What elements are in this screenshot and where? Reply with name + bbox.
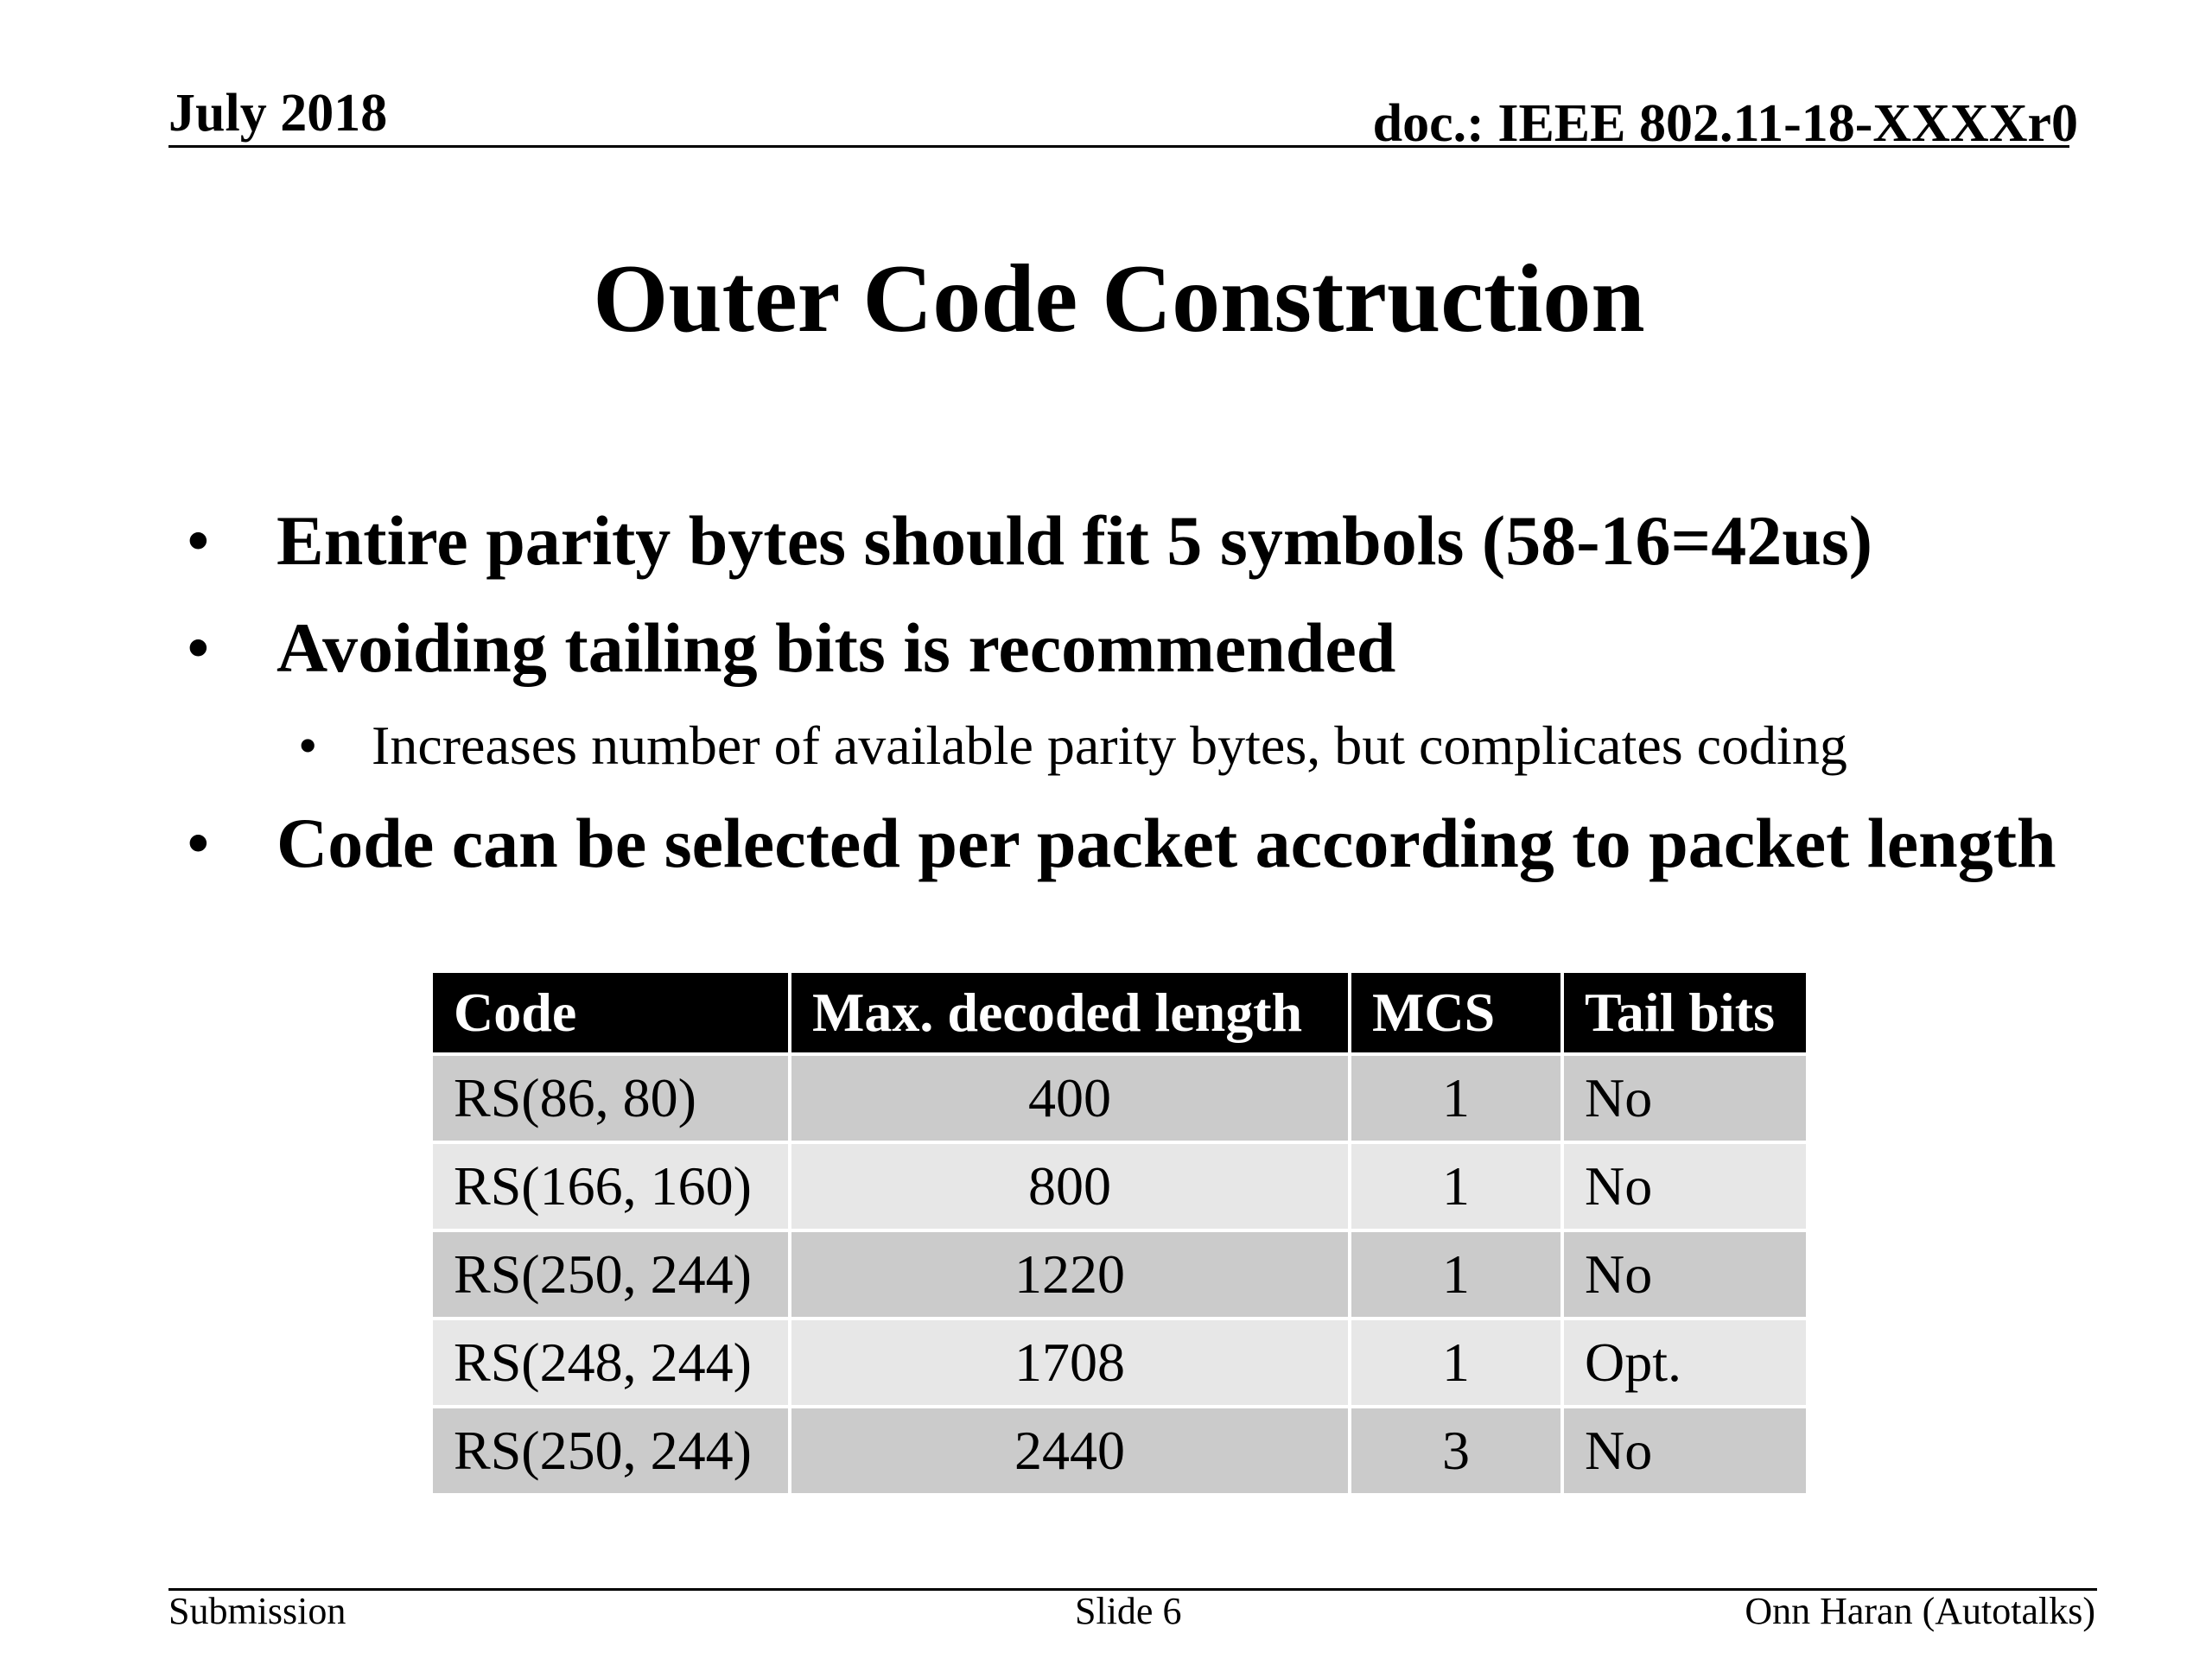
column-header-mcs: MCS: [1351, 973, 1560, 1052]
bullet-list: [186, 501, 2173, 882]
cell-code: RS(86, 80): [433, 1056, 788, 1141]
column-header-tail-bits: Tail bits: [1564, 973, 1806, 1052]
table-row: [433, 1320, 1806, 1405]
cell-tail-bits: Opt.: [1564, 1320, 1806, 1405]
cell-tail-bits: No: [1564, 1144, 1806, 1229]
table-row: [433, 1144, 1806, 1229]
code-table: [429, 969, 1809, 1497]
cell-code: RS(250, 244): [433, 1408, 788, 1493]
footer-slide-number: Slide 6: [1075, 1590, 1182, 1632]
column-header-max-decoded-length: Max. decoded length: [791, 973, 1348, 1052]
cell-code: RS(248, 244): [433, 1320, 788, 1405]
cell-tail-bits: No: [1564, 1056, 1806, 1141]
cell-max-decoded-length: 800: [791, 1144, 1348, 1229]
sub-bullet-glyph: •: [298, 715, 318, 776]
cell-mcs: 1: [1351, 1320, 1560, 1405]
table-row: [433, 1232, 1806, 1317]
cell-mcs: 1: [1351, 1232, 1560, 1317]
slide-title: Outer Code Construction: [593, 245, 1645, 353]
table-row: [433, 1056, 1806, 1141]
cell-max-decoded-length: 1220: [791, 1232, 1348, 1317]
cell-code: RS(166, 160): [433, 1144, 788, 1229]
cell-tail-bits: No: [1564, 1232, 1806, 1317]
sub-bullet-item: [186, 715, 2173, 776]
bullet-text: Entire parity bytes should fit 5 symbols (58-16=42us): [276, 501, 1873, 580]
bullet-text: Code can be selected per packet according to packet length: [276, 804, 2056, 882]
cell-max-decoded-length: 1708: [791, 1320, 1348, 1405]
bullet-item: [186, 804, 2173, 882]
bullet-glyph: •: [186, 501, 211, 580]
cell-max-decoded-length: 2440: [791, 1408, 1348, 1493]
cell-mcs: 3: [1351, 1408, 1560, 1493]
bullet-glyph: •: [186, 804, 211, 882]
header-date: July 2018: [168, 84, 388, 143]
cell-mcs: 1: [1351, 1056, 1560, 1141]
footer-author: Onn Haran (Autotalks): [1745, 1590, 2095, 1632]
table-row: [433, 1408, 1806, 1493]
bullet-item: [186, 501, 2173, 580]
cell-max-decoded-length: 400: [791, 1056, 1348, 1141]
cell-code: RS(250, 244): [433, 1232, 788, 1317]
bullet-glyph: •: [186, 608, 211, 687]
column-header-code: Code: [433, 973, 788, 1052]
header-divider: [168, 145, 2069, 148]
header-doc-id: doc.: IEEE 802.11-18-XXXXr0: [1372, 94, 2078, 153]
footer-submission: Submission: [168, 1590, 346, 1632]
table-header-row: [433, 973, 1806, 1052]
bullet-item: [186, 608, 2173, 687]
sub-bullet-text: Increases number of available parity bytes, but complicates coding: [372, 715, 1847, 776]
cell-mcs: 1: [1351, 1144, 1560, 1229]
cell-tail-bits: No: [1564, 1408, 1806, 1493]
bullet-text: Avoiding tailing bits is recommended: [276, 608, 1396, 687]
